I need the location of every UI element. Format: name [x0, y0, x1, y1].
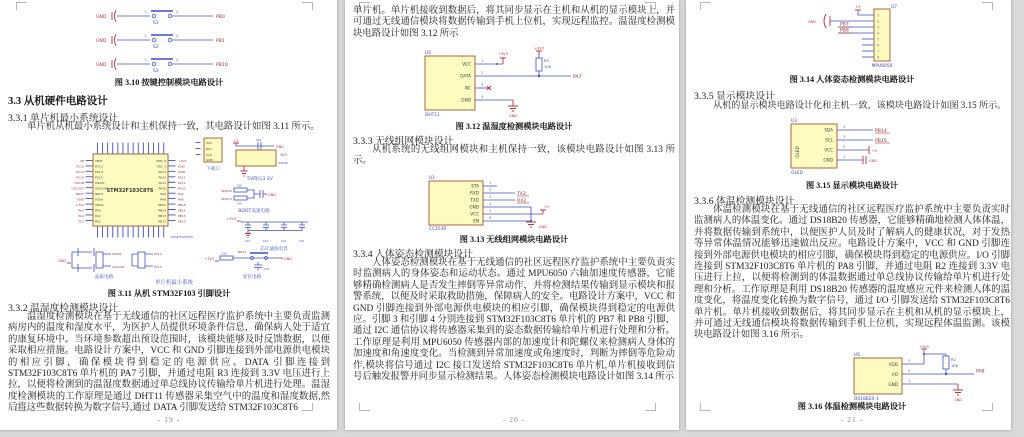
svg-text:PC14: PC14 [154, 252, 162, 256]
figure-caption: 图 3.11 从机 STM32F103 引脚设计 [107, 289, 231, 298]
paragraph: 单片机从机最小系统设计和主机保持一致，其电路设计如图 3.11 所示。 [27, 122, 320, 132]
svg-text:1: 1 [144, 33, 147, 38]
svg-text:GND: GND [276, 145, 284, 149]
text-boundary-mark [359, 403, 370, 411]
download-port [198, 138, 222, 172]
chip-name: OLED [791, 171, 804, 176]
svg-text:3V3: 3V3 [280, 153, 287, 157]
svg-text:PB10: PB10 [216, 63, 228, 68]
data-net-with-pullup [475, 47, 582, 81]
svg-text:PB15: PB15 [875, 139, 887, 144]
designator: U1 [429, 176, 436, 181]
text-boundary-mark [645, 403, 656, 411]
svg-text:GND: GND [808, 20, 816, 24]
paragraph: 从机的显示模块电路设计化和主机一致，该模块电路设计如图 3.15 所示。 [713, 100, 1007, 110]
designator: U3 [791, 119, 798, 124]
svg-text:+5: +5 [544, 205, 549, 209]
gnd-net [475, 100, 518, 118]
svg-text:GND: GND [96, 39, 107, 44]
page-21 [686, 0, 1011, 430]
right-pin-names: VDD_3 VSS_3 PA13 PA12 PA11 PA10 PA9 PA8 PB15 PB14 PB13 PB12 [155, 159, 166, 224]
svg-text:+3V3: +3V3 [919, 345, 929, 349]
svg-text:R2: R2 [951, 358, 956, 362]
figure-3-11-stm32-min-system [8, 134, 330, 286]
svg-text:OSCOUT: OSCOUT [112, 265, 125, 269]
figure-3-15-oled-circuit [761, 114, 936, 176]
net-label: PB0 [216, 15, 225, 20]
reset-circuit-label: 复位电路 [242, 275, 262, 280]
svg-text:+5: +5 [233, 139, 239, 143]
svg-text:321: 3 2 1 [908, 358, 911, 383]
section-heading-3-3-6: 3.3.6 体温检测模块设计 [694, 196, 795, 207]
svg-text:GND: GND [509, 114, 517, 118]
filter-capacitors [227, 217, 308, 252]
paragraph: 体温检测模块在基于无线通信的社区远程医疗监护系统中主要负责实时监测病人的体温变化。通过 DS18B20 传感器，它能够精确地检测人体体温，并将数据传输到系统中，以便医护人员及时了解病人的健康状况，对于发热等异常体温情况能够迅速做出反应。电路设计方案中，VCC 和 GND 引脚连接到外部电源供电模块的相应引脚，确保模块得到稳定的电源供应。I/O 引脚连接到 STM32F103C8T6 单片机的 PA8 引脚，并通过电阻 R2 连接到 3.3V 电压进行上拉，以便将检测到的体温数据通过单总线协议传输给单片机进行处理和分析。工作原理是利用 DS18B20 传感器的温度感应元件来检测人体的温度变化，将温度变化转换为数字信号，通过 I/O 引脚发送给 STM32F103C8T6 单片机。单片机接收到数据后，将其同步显示在主机和从机的显示模块上，并可通过无线通信模块将数据传输到手机上位机，实现远程体温监测。该模块电路设计如图 3.16 所示。 [694, 205, 1010, 341]
svg-text:+3V3: +3V3 [204, 257, 214, 261]
pin-wires [902, 364, 974, 384]
svg-text:GND: GND [268, 193, 276, 197]
section-heading-3-3-4: 3.3.4 人体姿态检测模块设计 [353, 249, 474, 260]
figure-3-13-cc2530-circuit [413, 172, 603, 232]
svg-text:GND: GND [869, 159, 877, 163]
figure-caption: 图 3.16 体温检测模块电路设计 [797, 402, 907, 411]
figure-3-10-button-circuit [95, 4, 245, 74]
svg-text:PC15: PC15 [154, 265, 162, 269]
svg-text:BOOT1: BOOT1 [221, 197, 232, 201]
svg-text:GND: GND [96, 63, 107, 68]
svg-text:R3: R3 [544, 59, 549, 63]
designator: U5 [854, 353, 861, 358]
section-heading-3-3-5: 3.3.5 显示模块设计 [694, 91, 775, 102]
svg-text:PB7: PB7 [840, 22, 849, 28]
svg-text:10K: 10K [237, 184, 243, 188]
gnd-vcc-en-nets [483, 205, 549, 229]
reset-circuit [205, 250, 293, 280]
gnd-port-icon [112, 10, 116, 22]
svg-text:VCCDIOCLKGND: VCC DIO CLK GND [206, 141, 213, 162]
svg-text:VDDI/OGND: VDD I/O GND [888, 362, 898, 387]
figure-caption: 图 3.13 无线组网模块电路设计 [459, 235, 569, 244]
figure-3-16-ds18b20-circuit [824, 344, 994, 402]
figure-caption: 图 3.15 显示模块电路设计 [805, 181, 899, 190]
svg-text:PB14: PB14 [875, 129, 887, 134]
figure-caption: 图 3.10 按键控制模块电路设计 [114, 78, 224, 87]
svg-text:12345678: 1 2 3 4 5 6 7 8 [877, 12, 880, 60]
figure-3-14-mpu6050-circuit [786, 2, 916, 70]
designator: U5 [425, 51, 432, 56]
regulator-label: 5V降压3.3V [247, 177, 273, 182]
svg-text:+3V3: +3V3 [226, 217, 236, 221]
svg-text:VCCDATANCGND: VCC DATA NC GND [460, 61, 471, 103]
switch-designator: S1 [153, 21, 159, 26]
boot-config-circuit [222, 184, 277, 215]
text-boundary-mark [302, 2, 313, 10]
regulator-circuit [233, 138, 288, 182]
svg-text:1: 1 [144, 57, 147, 62]
chip-name: CC2530 [429, 227, 447, 232]
boot-circuit-label: BOOT设置电路 [238, 209, 270, 214]
svg-text:1234: 1 2 3 4 [481, 58, 484, 99]
chip-name: STM32F103C8T6 [106, 188, 154, 194]
svg-text:2: 2 [176, 33, 179, 38]
svg-text:+3V3: +3V3 [534, 46, 544, 51]
page-number: - 20 - [502, 415, 526, 424]
vcc-net [475, 52, 508, 65]
svg-text:+5: +5 [872, 149, 877, 153]
svg-text:104: 104 [256, 139, 261, 142]
section-heading-3-3-1: 3.3.1 单片机最小系统设计 [8, 113, 119, 124]
svg-text:PB8: PB8 [840, 28, 849, 34]
download-port-label: 下载口 [206, 167, 220, 172]
min-system-label: 单片机最小系统 [155, 280, 193, 286]
svg-text:GND: GND [284, 257, 292, 261]
text-boundary-mark [16, 2, 27, 10]
svg-text:NRST: NRST [238, 250, 247, 254]
svg-text:STARXDTXDGNDVCCEN: STA RXD TXD GND VCC EN [469, 183, 479, 224]
svg-text:TX2: TX2 [517, 192, 526, 197]
figure-caption: 图 3.14 人体姿态检测模块电路设计 [789, 75, 915, 84]
net-label-pa7: PA7 [573, 75, 582, 80]
chip-name: DHT11 [425, 113, 440, 118]
left-net-labels: VB PC13 PC14 PC15 OSCIN OSCOUT NRST GND +3V3 PA0 PA1 TX2 [71, 159, 84, 224]
unconnected-pins [862, 39, 874, 57]
filter-caps-label: 芯片滤波电容 [260, 247, 288, 252]
chip-sub-label: STM32F103C8T6 [171, 236, 193, 239]
svg-text:BOOT0: BOOT0 [221, 189, 232, 193]
regulator-part-number: XC6206 [278, 162, 288, 165]
chip-side-label: OLED [795, 146, 800, 158]
svg-text:S2: S2 [153, 45, 159, 50]
paragraph: 从机系统的无线组网模块和主机保持一致，该模块电路设计如图 3.13 所示。 [353, 145, 675, 167]
paragraph: 人体姿态检测模块在基于无线通信的社区远程医疗监护系统中主要负责实时监测病人的身体姿态和运动状态。通过 MPU6050 六轴加速度传感器，它能够精确检测病人是否发生摔倒等异常动作，并将检测结果传输到显示模块和报警系统，以便及时采取救助措施，保障病人的安全。电路设计方案中，VCC 和 GND 引脚连接到外部电源供电模块的相应引脚，确保模块得到稳定的电源供应。引脚 3 和引脚 4 分别连接到 STM32F103C8T6 单片机的 PB7 和 PB8 引脚，通过 I2C 通信协议将传感器采集到的姿态数据传输给单片机进行处理和分析。工作原理是利用 MPU6050 传感器内部的加速度计和陀螺仪来检测病人身体的加速度和角速度变化。当检测到异常加速度或角速度时，判断为摔倒等危险动作,模块将信号通过 I2C 接口发送给 STM32F103C8T6 单片机,单片机接收到信号后触发报警并同步显示检测结果。人体姿态检测模块电路设计如图 3.14 所示 [353, 258, 675, 383]
page-20 [345, 0, 679, 430]
svg-text:+5: +5 [855, 5, 861, 9]
button-row-s2 [96, 33, 225, 50]
stm32-chip [71, 148, 193, 239]
crystal-circuit [58, 248, 162, 280]
pullup-power [919, 345, 958, 374]
gnd-power-port-label: GND [96, 15, 107, 20]
button-row-s1 [96, 9, 225, 26]
svg-text:10K: 10K [544, 65, 551, 69]
right-net-labels: +3V3 GND SWD PA12 PA11 PA10 PA9 PA8 PB15 PB14 PB13 PB12 [178, 159, 187, 224]
paragraph: 温湿度检测模块在基于无线通信的社区远程医疗监护系统中主要负责监测病房内的温度和湿度水平，为医护人员提供环境条件信息，确保病人处于适宜的康复环境中。当环境参数超出预设范围时，该模块能够及时反馈数据，以便采取相应措施。电路设计方案中，VCC 和 GND 引脚连接到外部电源供电模块的相应引脚，确保模块得到稳定的电源供应。DATA 引脚连接到 STM32F103C8T6 单片机的 PA7 引脚，并通过电阻 R3 连接到 3.3V 电压进行上拉，以便将检测到的温湿度数据通过单总线协议传输给单片机进行处理。温湿度检测模块的工作原理是通过 DHT11 传感器采集空气中的温度和湿度数据,然后将这些数据转换为数字信号,通过 DATA 引脚发送给 STM32F103C8T6 [8, 312, 330, 414]
left-pin-names: VBAT PC13 PC14 PC15 OSCIN OSCOUT NRST VSSA VDDA PA0 PA1 PA2 [95, 159, 108, 224]
svg-text:S3: S3 [153, 69, 159, 74]
button-row-s3 [96, 57, 228, 74]
svg-text:OSCIN: OSCIN [112, 252, 122, 256]
figure-3-12-dht11-circuit [403, 46, 603, 118]
svg-text:4321: 4 3 2 1 [843, 124, 846, 159]
section-heading-3-3: 3.3 从机硬件电路设计 [8, 96, 108, 107]
svg-text:RX2: RX2 [517, 199, 527, 204]
svg-text:GND: GND [58, 259, 66, 263]
page-number: - 21 - [840, 415, 864, 424]
svg-text:GND: GND [954, 398, 962, 402]
chip-name: MPU6050 [871, 64, 893, 69]
section-heading-3-3-3: 3.3.3 无线组网模块设计 [353, 136, 454, 147]
svg-text:SDASCLVCCGND: SDA SCL VCC GND [823, 127, 833, 163]
svg-text:2: 2 [176, 57, 179, 62]
svg-text:104104104104: 104 104 104 104 [245, 240, 304, 243]
chip-name: DS18B20-1 [854, 397, 879, 402]
svg-text:104: 104 [264, 268, 269, 271]
svg-text:PB1: PB1 [216, 39, 225, 44]
svg-text:10K: 10K [237, 202, 243, 206]
pin1-power [855, 5, 874, 15]
page-19 [0, 0, 337, 430]
pin-number: 1 [144, 9, 147, 14]
text-boundary-mark [982, 2, 993, 10]
crystal-circuit-label: 晶振电路 [94, 275, 114, 280]
pin-number: 2 [176, 9, 179, 14]
section-heading-3-3-2: 3.3.2 温湿度检测模块设计 [8, 303, 119, 314]
designator: U7 [891, 5, 898, 10]
page-number: - 19 - [157, 415, 181, 424]
svg-text:10K: 10K [951, 364, 958, 368]
svg-text:10K: 10K [222, 252, 228, 256]
pin4-pb8 [838, 28, 874, 34]
svg-text:123456: 1 2 3 4 5 6 [489, 180, 492, 220]
svg-text:GND: GND [539, 225, 547, 229]
net-label-pa8: PA8 [976, 369, 985, 375]
paragraph-continuation: 单片机。单片机接收到数据后，将其同步显示在主机和从机的显示模块上，并可通过无线通信模块将数据传输到手机上位机，实现远程监控。温湿度检测模块电路设计如图 3.12 所示 [353, 6, 675, 39]
svg-text:+3V3: +3V3 [498, 52, 508, 56]
pin3-pb7 [838, 22, 874, 28]
text-boundary-mark [700, 2, 711, 10]
figure-caption: 图 3.12 温湿度检测模块电路设计 [455, 122, 573, 131]
gnd-symbol [953, 384, 963, 402]
